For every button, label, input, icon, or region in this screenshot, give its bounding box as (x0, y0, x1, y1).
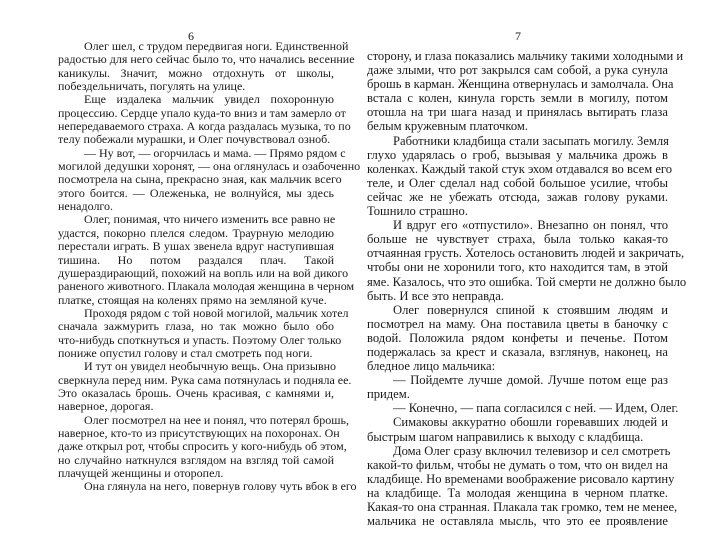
text-line: мальчика не оставляла мысль, что это ее проявление (367, 514, 668, 529)
text-line: сейчас же не убежать отсюда, зажав голову руками. (367, 189, 668, 204)
text-line: посмотрел на маму. Она поставила цветы в баночку с (367, 316, 668, 331)
text-line: Дома Олег сразу включил телевизор и сел смотреть (393, 443, 671, 458)
page-text (58, 39, 361, 494)
text-line: радостью для него сейчас было то, что начались весенние (58, 52, 355, 67)
text-line: придем. (367, 387, 410, 402)
text-line: Это оказалась брошь. Очень красивая, с камнями и, (58, 385, 334, 400)
text-line: сначала зажмурить глаза, но так можно было обо (58, 319, 334, 334)
page-number: 6 (188, 29, 194, 43)
text-line: посмотрела на сына, прекрасно зная, как мальчик всего (58, 172, 342, 187)
text-line: встала с колен, кинула горсть земли в могилу, потом (367, 91, 668, 106)
paragraph (58, 145, 361, 214)
text-line: отчаянная грусть. Хотелось остановить людей и закричать, (367, 246, 685, 261)
text-line: — Ну вот, — огорчилась и мама. — Прямо рядом с (84, 145, 346, 160)
paragraph (367, 415, 668, 443)
text-line: Олег посмотрел на нее и понял, что потерял брошь, (84, 412, 349, 427)
text-line: даже злыми, что рот закрылся сам собой, а рука сунула (367, 63, 668, 78)
text-line: — Пойдемте лучше домой. Лучше потом еще раз (393, 373, 668, 388)
paragraph (58, 412, 349, 481)
text-line: Она глянула на него, повернув голову чуть вбок в его (84, 479, 357, 494)
text-line: побездельничать, погулять на улице. (58, 79, 246, 94)
text-line: подержалась за крест и сказала, взглянув, наконец, на (367, 344, 668, 359)
paragraph (367, 373, 668, 401)
text-line: яме. Казалось, что это ошибка. Той смерти не должно было (367, 274, 687, 289)
text-line: даже открыл рот, чтобы спросить у кого-нибудь об этом, (58, 439, 347, 454)
text-line: Тошнило страшно. (367, 204, 468, 219)
text-line: что-нибудь споткнуться и упасть. Поэтому Олег только (58, 332, 342, 347)
page-number: 7 (515, 29, 521, 43)
text-line: но случайно наткнулся взглядом на взгляд той самой (58, 452, 334, 467)
text-line: тишина. Но потом раздался плач. Такой (58, 252, 334, 267)
text-line: кладбище. Но временами воображение рисовало картину (367, 471, 675, 486)
text-line: теле, и Олег сделал над собой большое усилие, чтобы (367, 175, 668, 190)
paragraph (58, 305, 349, 360)
text-line: Олег повернулся спиной к стоявшим людям и (393, 302, 668, 317)
text-line: сверкнула перед ним. Рука сама потянулась и подняла ее. (58, 372, 352, 387)
paragraph (367, 218, 687, 303)
text-line: Олег, понимая, что ничего изменить все равно не (84, 212, 336, 227)
text-line: перестали играть. В ушах звенела вдруг наступившая (58, 239, 334, 254)
text-line: Олег шел, с трудом передвигая ноги. Единственной (84, 39, 349, 53)
text-line: чтобы они не хоронили того, кто находится там, в этой (367, 260, 668, 275)
right-page (357, 0, 715, 540)
text-line: И тут он увидел необычную вещь. Она призывно (84, 359, 337, 374)
text-line: платке, стоящая на коленях прямо на земляной куче. (58, 292, 327, 307)
text-line: водой. Положила рядом конфеты и печенье. Потом (367, 330, 668, 345)
text-line: непередаваемого страха. А когда раздалась музыка, то по (58, 119, 351, 134)
page-text (367, 49, 687, 529)
text-line: ненадолго. (58, 199, 114, 214)
text-line: раненого животного. Плакала молодая женщина в черном (58, 279, 355, 294)
paragraph (58, 92, 351, 147)
text-line: Какая-то она странная. Плакала так громко, тем не менее, (367, 500, 678, 514)
text-line: какой-то фильм, чтобы не думать о том, что он видел на (367, 457, 668, 472)
text-line: — Конечно, — папа согласился с ней. — Идем, Олег. (393, 401, 679, 416)
text-line: пониже опустил голову и стал смотреть под ноги. (58, 345, 313, 360)
paragraph (367, 443, 678, 529)
text-line: каникулы. Значит, можно отдохнуть от школы, (58, 65, 334, 80)
text-line: сторону, и глаза показались мальчику такими холодными и (367, 49, 684, 63)
text-line: наверное, кто-то из присутствующих на похоронах. Он (58, 425, 340, 440)
text-line: больше не чувствует страха, была только какая-то (367, 232, 668, 247)
text-line: быстрым шагом направились к выходу с кладбища. (367, 429, 644, 444)
text-line: телу побежали мурашки, и Олег почувствовал озноб. (58, 132, 331, 147)
paragraph (58, 212, 355, 307)
text-line: этого боится. — Олеженька, не волнуйся, мы здесь (58, 185, 334, 200)
text-line: на кладбище. Та молодая женщина в черном платке. (367, 485, 668, 500)
text-line: бледное лицо мальчика: (367, 359, 496, 374)
text-line: Проходя рядом с той новой могилой, мальчик хотел (84, 305, 349, 320)
text-line: брошь в карман. Женщина отвернулась и замолчала. Она (367, 77, 674, 92)
text-line: Еще издалека мальчик увидел похоронную (84, 92, 334, 107)
text-line: Симаковы аккуратно обошли горевавших людей и (393, 415, 668, 430)
text-line: коленках. Каждый такой стук эхом отдавался во всем его (367, 161, 673, 176)
paragraph (367, 133, 673, 219)
text-line: И вдруг его «отпустило». Внезапно он понял, что (393, 218, 668, 233)
text-line: Работники кладбища стали засыпать могилу. Земля (393, 133, 669, 148)
paragraph (58, 479, 357, 494)
paragraph (367, 401, 679, 416)
text-line: отошла на три шага назад и принялась вытирать глаза (367, 105, 668, 120)
paragraph (367, 303, 668, 373)
paragraph (58, 359, 352, 414)
text-line: быть. И все это неправда. (367, 288, 504, 303)
text-line: душераздирающий, похожий на вопль или на вой дикого (58, 265, 349, 280)
text-line: процессию. Сердце упало куда-то вниз и там замерло от (58, 105, 346, 120)
paragraph (58, 39, 355, 94)
text-line: наверное, дорогая. (58, 399, 154, 414)
text-line: плачущей женщины и оторопел. (58, 466, 224, 480)
text-line: глухо ударялась о гроб, вызывая у мальчика дрожь в (367, 147, 668, 162)
text-line: могилой дедушки хоронят, — она оглянулась и озабоченно (58, 159, 361, 174)
text-line: удастся, покорно плелся следом. Траурную мелодию (58, 225, 334, 240)
paragraph (367, 49, 684, 134)
text-line: белым кружевным платочком. (367, 119, 529, 134)
